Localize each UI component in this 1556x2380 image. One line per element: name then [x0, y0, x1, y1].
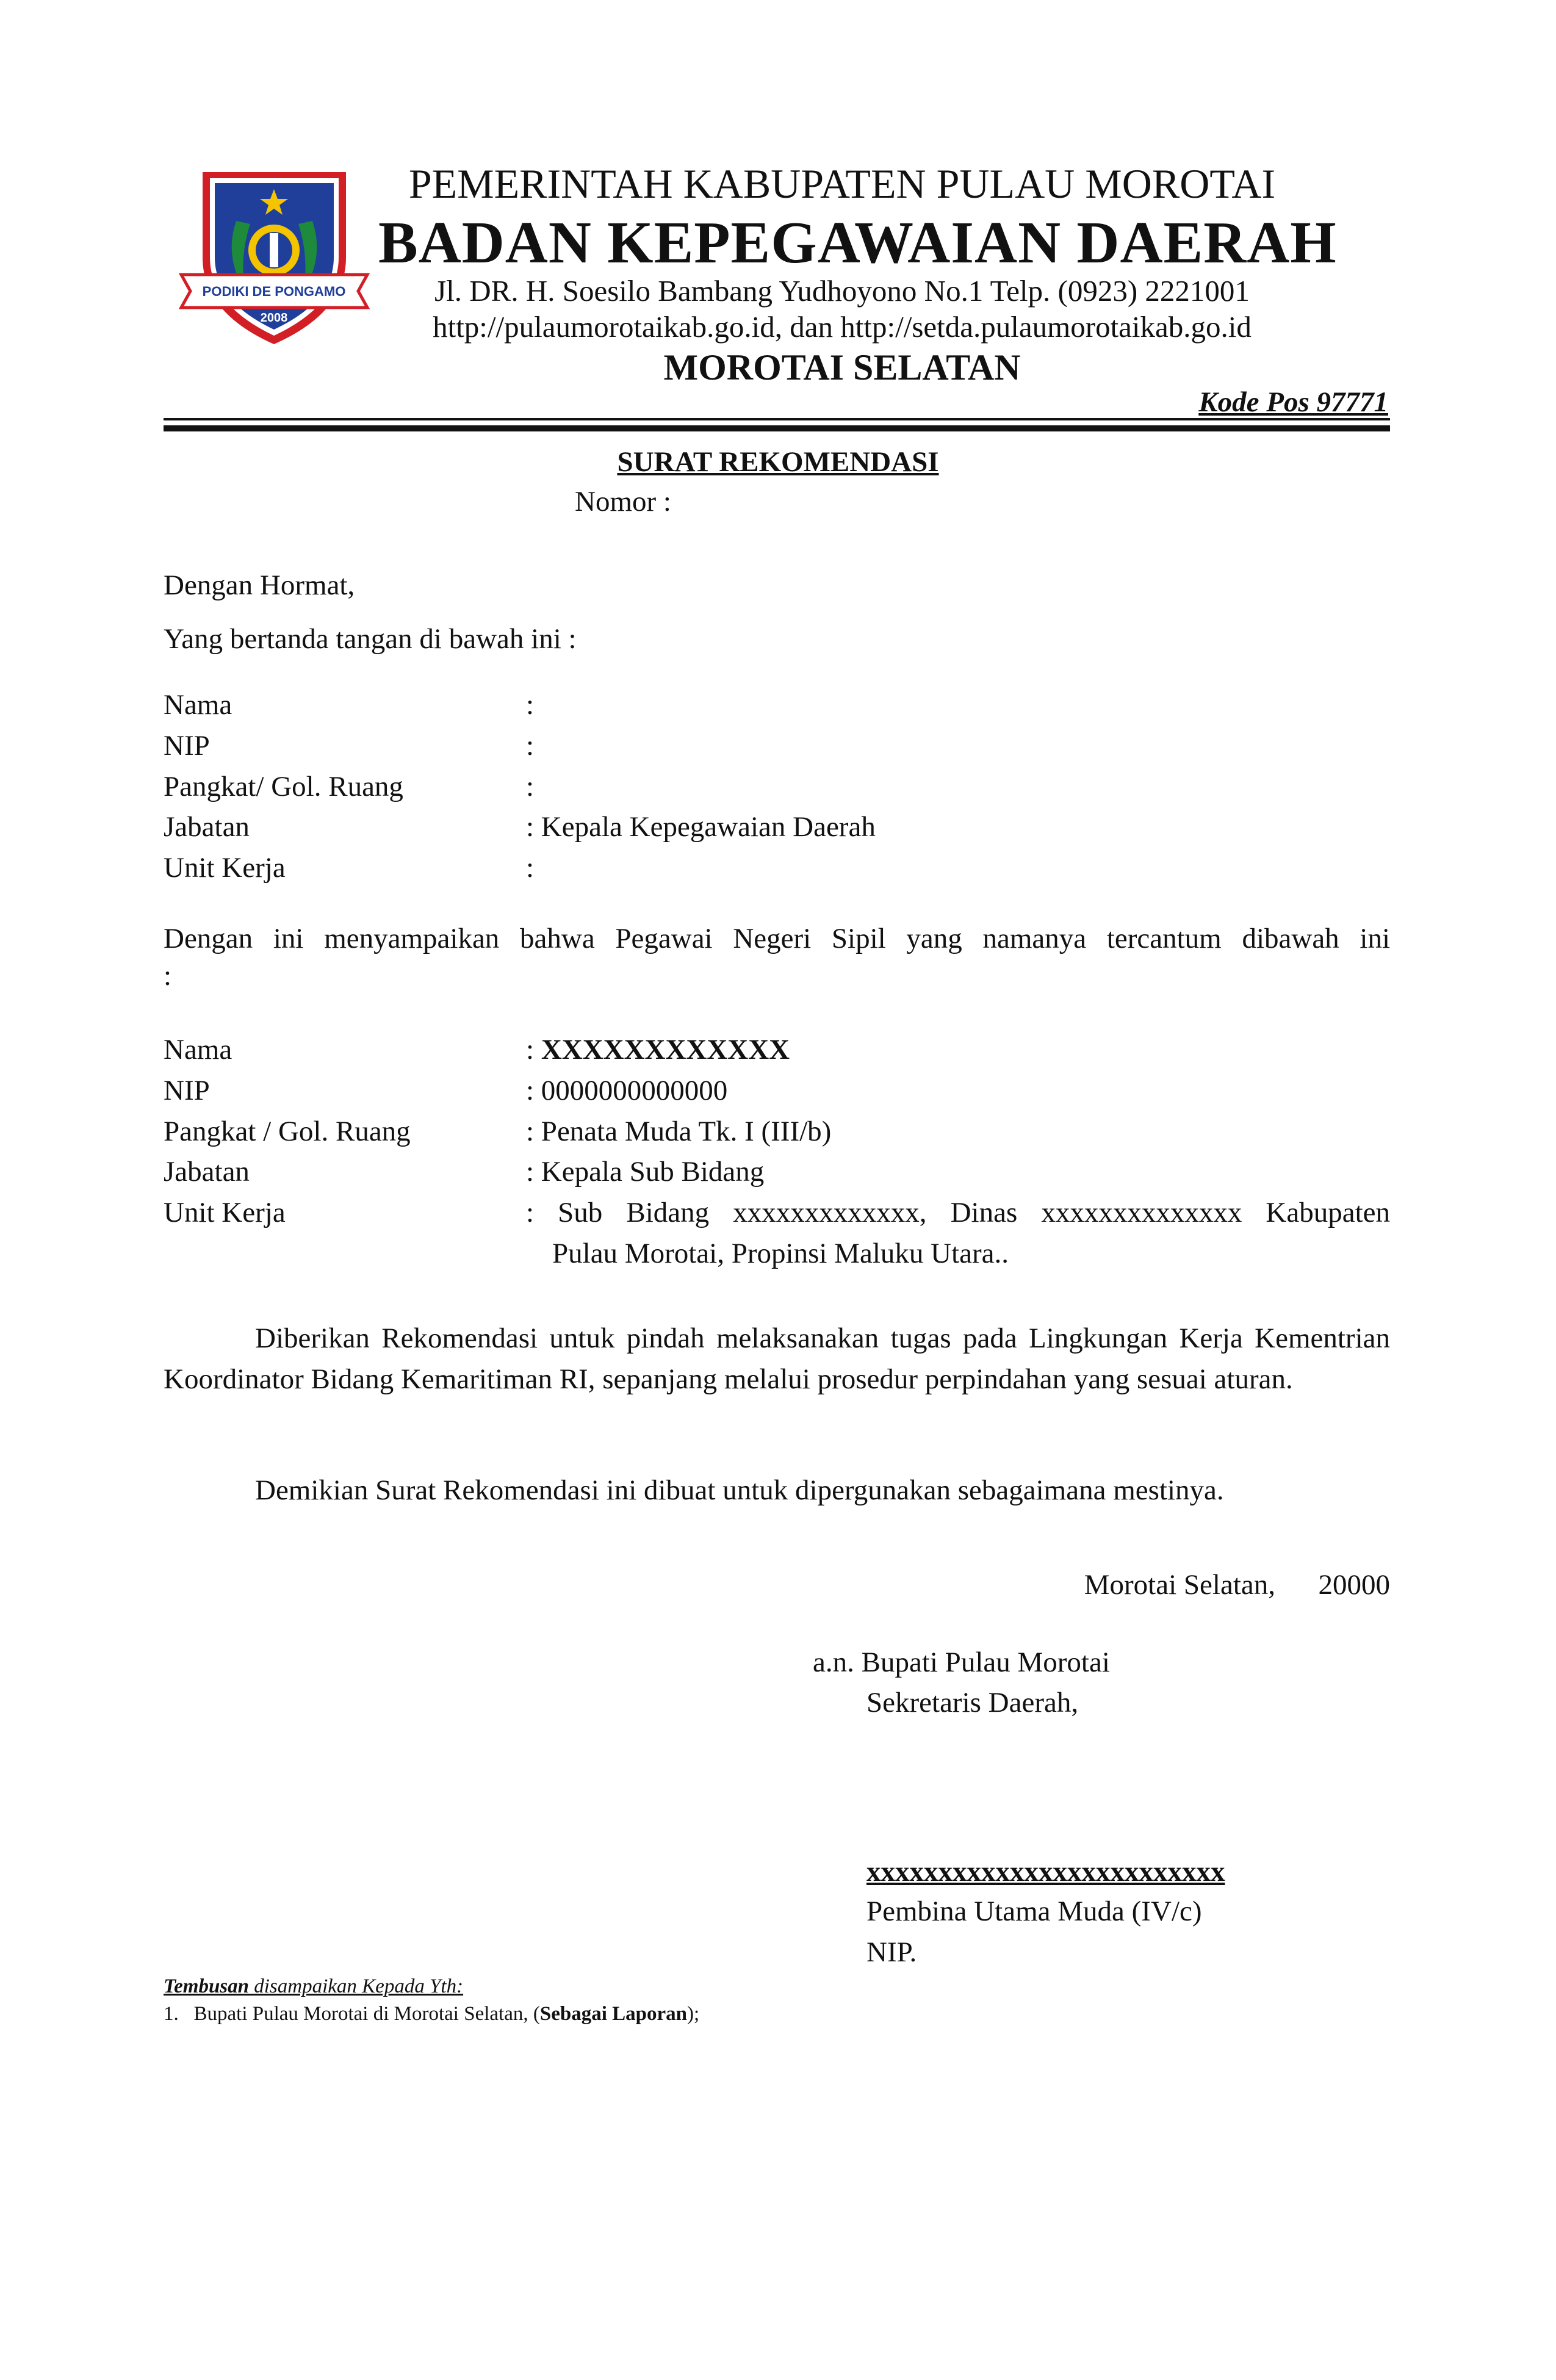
statement-colon: : [164, 960, 172, 992]
header-divider-thick [164, 425, 1390, 431]
closing-paragraph: Demikian Surat Rekomendasi ini dibuat untuk dipergunakan sebagaimana mestinya. [255, 1474, 1224, 1506]
emblem-banner-text: PODIKI DE PONGAMO [202, 284, 346, 299]
signer-position-value: : Kepala Kepegawaian Daerah [526, 811, 876, 843]
agency-name: BADAN KEPEGAWAIAN DAERAH [378, 210, 1337, 275]
employee-unit-value-line2: Pulau Morotai, Propinsi Maluku Utara.. [552, 1238, 1009, 1269]
recommendation-paragraph: Diberikan Rekomendasi untuk pindah melaksanakan tugas pada Lingkungan Kerja Kementrian Koordinator Bidang Kemaritiman RI, sepanjang melalui prosedur perpindahan yang sesuai aturan. [164, 1322, 1390, 1395]
employee-unit-label: Unit Kerja [164, 1197, 286, 1228]
employee-nip-label: NIP [164, 1075, 210, 1106]
emblem-graphic [178, 166, 370, 349]
employee-rank-value: : Penata Muda Tk. I (III/b) [526, 1116, 832, 1147]
signer-name-value: : [526, 689, 535, 721]
signature-on-behalf: a.n. Bupati Pulau Morotai [813, 1646, 1110, 1678]
employee-nip-value: : 0000000000000 [526, 1075, 728, 1106]
signer-nip-label: NIP [164, 730, 210, 762]
signer-rank-label: Pangkat/ Gol. Ruang [164, 771, 403, 802]
signer-unit-value: : [526, 852, 535, 884]
government-name: PEMERINTAH KABUPATEN PULAU MOROTAI [408, 160, 1276, 207]
employee-position-label: Jabatan [164, 1156, 250, 1188]
copies-item-bold: Sebagai Laporan [539, 2003, 687, 2025]
copies-item-number: 1. [164, 2003, 179, 2025]
salutation: Dengan Hormat, [164, 569, 355, 601]
employee-name-label: Nama [164, 1034, 232, 1066]
emblem-year: 2008 [260, 311, 288, 325]
copies-item-end: ); [686, 2003, 700, 2025]
place-date: Morotai Selatan, 20000 [1084, 1569, 1390, 1601]
intro-text: Yang bertanda tangan di bawah ini : [164, 623, 577, 655]
letter-title: SURAT REKOMENDASI [617, 446, 939, 478]
signature-nip: NIP. [866, 1936, 917, 1968]
signer-nip-value: : [526, 730, 535, 762]
header-divider-thin [164, 418, 1390, 420]
signer-unit-label: Unit Kerja [164, 852, 286, 884]
employee-position-value: : Kepala Sub Bidang [526, 1156, 765, 1188]
employee-unit-value-line1: : Sub Bidang xxxxxxxxxxxxx, Dinas xxxxxxxxxxxxxx Kabupaten [526, 1197, 1390, 1228]
employee-name: XXXXXXXXXXXX [541, 1034, 790, 1066]
signer-name-label: Nama [164, 689, 232, 721]
regency-emblem-logo [178, 166, 370, 349]
statement-text: Dengan ini menyampaikan bahwa Pegawai Negeri Sipil yang namanya tercantum dibawah ini [164, 923, 1390, 954]
employee-rank-label: Pangkat / Gol. Ruang [164, 1116, 411, 1147]
copies-title-bold: Tembusan [164, 1975, 249, 1997]
copies-title [164, 1975, 463, 1998]
signature-name: xxxxxxxxxxxxxxxxxxxxxxxxx [866, 1856, 1225, 1888]
signature-role: Sekretaris Daerah, [866, 1687, 1079, 1718]
copies-item [164, 2003, 699, 2025]
employee-name-value [526, 1033, 790, 1066]
copies-item-text: Bupati Pulau Morotai di Morotai Selatan, ( [193, 2003, 540, 2025]
employee-name-colon: : [526, 1034, 535, 1066]
signer-position-label: Jabatan [164, 811, 250, 843]
signature-rank: Pembina Utama Muda (IV/c) [866, 1895, 1202, 1927]
agency-websites[interactable]: http://pulaumorotaikab.go.id, dan http://setda.pulaumorotaikab.go.id [433, 310, 1252, 344]
letter-number: Nomor : [575, 486, 671, 517]
copies-title-rest: disampaikan Kepada Yth: [249, 1975, 464, 1997]
postal-code: Kode Pos 97771 [1198, 386, 1388, 418]
agency-address: Jl. DR. H. Soesilo Bambang Yudhoyono No.1 Telp. (0923) 2221001 [434, 274, 1250, 308]
agency-city: MOROTAI SELATAN [663, 347, 1021, 388]
signer-rank-value: : [526, 771, 535, 802]
